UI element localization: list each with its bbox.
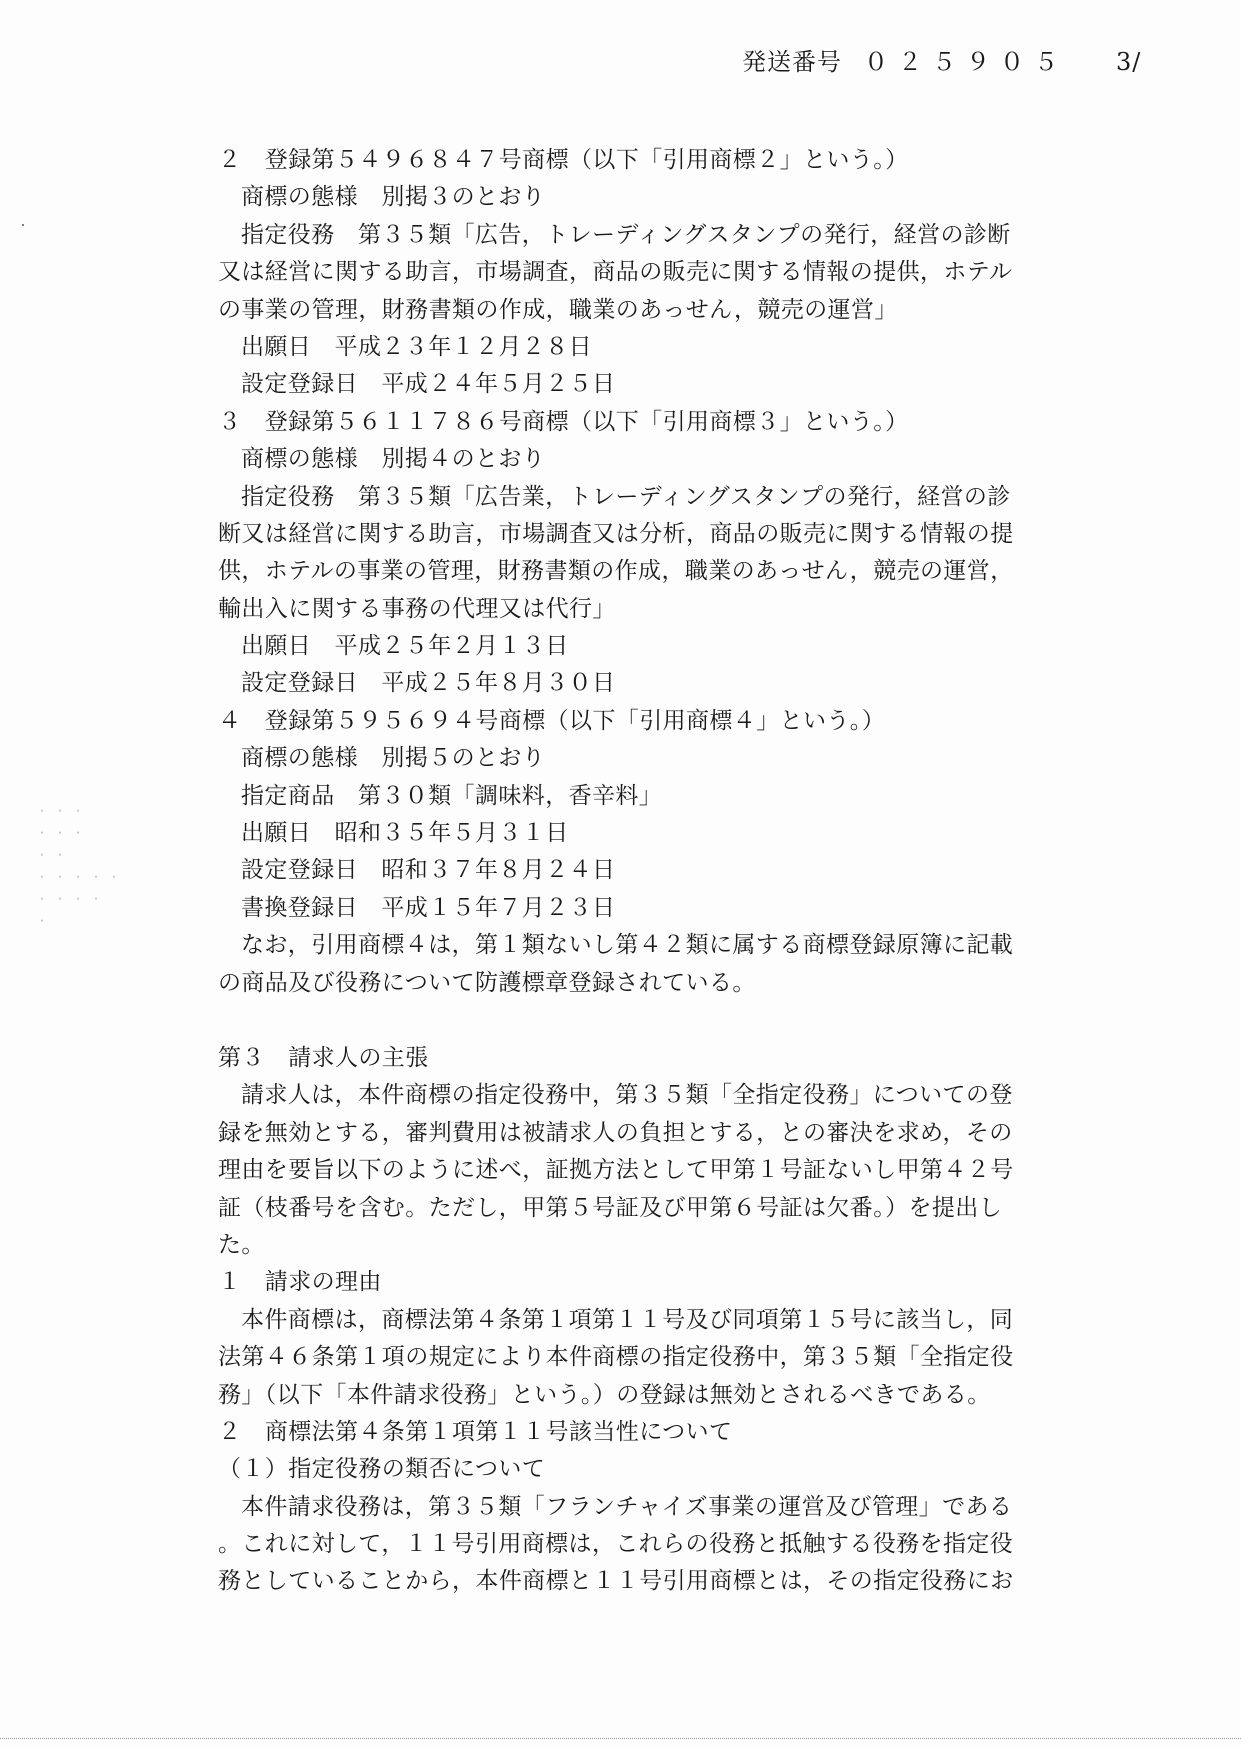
document-body [218,142,1068,1601]
text-line: 商標の態様 別掲４のとおり [241,446,546,473]
text-line: 供，ホテルの事業の管理，財務書類の作成，職業のあっせん，競売の運営， [218,558,1014,585]
text-line: 本件請求役務は，第３５類「フランチャイズ事業の運営及び管理」である [241,1493,1013,1520]
paragraph-gap [218,1002,1068,1040]
text-line: 出願日 平成２５年２月１３日 [241,633,569,660]
text-line: 商標の態様 別掲３のとおり [241,184,546,211]
text-line: 断又は経営に関する助言，市場調査又は分析，商品の販売に関する情報の提 [218,520,1014,547]
text-line: 指定役務 第３５類「広告業，トレーディングスタンプの発行，経営の診 [241,483,1011,510]
text-line: なお，引用商標４は，第１類ないし第４２類に属する商標登録原簿に記載 [241,932,1014,959]
text-line: 務としていることから，本件商標と１１号引用商標とは，その指定役務にお [218,1568,1014,1595]
text-line: 法第４６条第１項の規定により本件商標の指定役務中，第３５類「全指定役 [218,1344,1014,1371]
subsection-heading: （１）指定役務の類否について [218,1456,546,1483]
page-number: 3/ [1116,48,1142,76]
text-line: 指定商品 第３０類「調味料，香辛料」 [241,782,663,809]
subsection-heading: １ 請求の理由 [218,1269,382,1296]
faint-margin-marks: ・・・ ・・・ ・・ ・・・・・ ・・・・ ・ [36,804,127,928]
text-line: ２ 登録第５４９６８４７号商標（以下「引用商標２」という。） [218,147,909,173]
text-line: 又は経営に関する助言，市場調査，商品の販売に関する情報の提供，ホテル [218,259,1013,286]
text-line: 設定登録日 平成２５年８月３０日 [241,670,616,697]
text-line: 設定登録日 平成２４年５月２５日 [241,371,616,398]
text-line: 理由を要旨以下のように述べ，証拠方法として甲第１号証ないし甲第４２号 [218,1157,1014,1184]
text-line: 証（枝番号を含む。ただし，甲第５号証及び甲第６号証は欠番。）を提出し [218,1194,1003,1221]
scan-speck [22,224,24,226]
text-line: 務」（以下「本件請求役務」という。）の登録は無効とされるべきである。 [218,1381,991,1408]
text-line: 設定登録日 昭和３７年８月２４日 [241,857,616,884]
text-line: の事業の管理，財務書類の作成，職業のあっせん，競売の運営」 [218,296,898,323]
text-line: 商標の態様 別掲５のとおり [241,745,546,772]
subsection-heading: ２ 商標法第４条第１項第１１号該当性について [218,1418,733,1445]
text-line: の商品及び役務について防護標章登録されている。 [218,969,756,996]
dispatch-number: ０２５９０５ [864,48,1068,76]
text-line: 。これに対して，１１号引用商標は，これらの役務と抵触する役務を指定役 [218,1531,1014,1558]
bottom-scan-edge [0,1738,1241,1739]
text-line: ４ 登録第５９５６９４号商標（以下「引用商標４」という。） [218,707,886,734]
text-line: 録を無効とする，審判費用は被請求人の負担とする，との審決を求め，その [218,1119,1013,1146]
text-line: 輸出入に関する事務の代理又は代行」 [218,595,616,622]
text-line: 指定役務 第３５類「広告，トレーディングスタンプの発行，経営の診断 [241,221,1011,248]
text-line: た。 [218,1231,265,1258]
text-line: 出願日 昭和３５年５月３１日 [241,820,569,847]
text-line: ３ 登録第５６１１７８６号商標（以下「引用商標３」という。） [218,408,909,435]
dispatch-number-header [742,42,1141,77]
dispatch-label: 発送番号 [742,48,842,76]
text-line: 本件商標は，商標法第４条第１項第１１号及び同項第１５号に該当し，同 [241,1306,1014,1333]
text-line: 出願日 平成２３年１２月２８日 [241,333,592,360]
text-line: 書換登録日 平成１５年７月２３日 [241,894,616,921]
text-line: 請求人は，本件商標の指定役務中，第３５類「全指定役務」についての登 [241,1082,1013,1109]
section-heading: 第３ 請求人の主張 [218,1044,429,1071]
